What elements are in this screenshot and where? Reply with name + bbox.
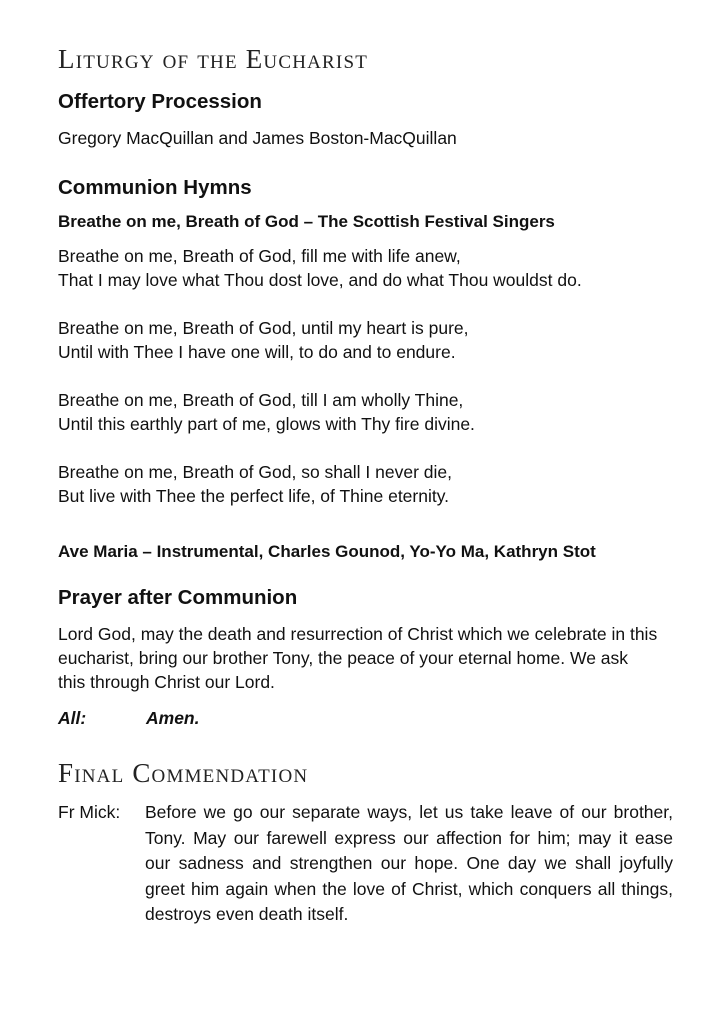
stanza-line: But live with Thee the perfect life, of Thine eternity. <box>58 486 450 506</box>
document-page <box>58 38 698 928</box>
stanza-line: Until this earthly part of me, glows with Thy fire divine. <box>58 414 475 434</box>
hymn-stanza <box>58 460 698 508</box>
response-speaker: All: <box>58 708 87 728</box>
heading-communion-hymns: Communion Hymns <box>58 176 252 199</box>
offertory-names: Gregory MacQuillan and James Boston-MacQuillan <box>58 128 457 148</box>
prayer-text: Lord God, may the death and resurrection of Christ which we celebrate in this eucharist, bring our brother Tony, the peace of your eternal home. We ask this through Christ our Lord. <box>58 624 658 692</box>
hymn-stanza <box>58 316 698 364</box>
heading-prayer-after-communion: Prayer after Communion <box>58 586 298 609</box>
response-text: Amen. <box>146 708 200 728</box>
heading-offertory: Offertory Procession <box>58 90 262 113</box>
congregation-response <box>58 706 698 730</box>
hymn-stanza <box>58 388 698 436</box>
commendation-speaker: Fr Mick: <box>58 802 121 822</box>
hymn-stanza <box>58 244 698 292</box>
stanza-line: Breathe on me, Breath of God, until my heart is pure, <box>58 318 469 338</box>
commendation-block <box>58 800 698 928</box>
hymn-title-ave-maria: Ave Maria – Instrumental, Charles Gounod, Yo-Yo Ma, Kathryn Stot <box>58 542 596 561</box>
section-title-final-commendation: Final Commendation <box>58 758 309 788</box>
stanza-line: Breathe on me, Breath of God, fill me with life anew, <box>58 246 461 266</box>
section-title-liturgy: Liturgy of the Eucharist <box>58 44 369 74</box>
stanza-line: That I may love what Thou dost love, and do what Thou wouldst do. <box>58 270 582 290</box>
hymn-title-breathe: Breathe on me, Breath of God – The Scottish Festival Singers <box>58 212 555 231</box>
stanza-line: Breathe on me, Breath of God, so shall I never die, <box>58 462 452 482</box>
stanza-line: Until with Thee I have one will, to do and to endure. <box>58 342 456 362</box>
commendation-text: Before we go our separate ways, let us take leave of our brother, Tony. May our farewell express our affection for him; may it ease our sadness and strengthen our hope. One day we shall joyfully greet him again when the love of Christ, which conquers all things, destroys even death itself. <box>145 802 673 924</box>
stanza-line: Breathe on me, Breath of God, till I am wholly Thine, <box>58 390 464 410</box>
